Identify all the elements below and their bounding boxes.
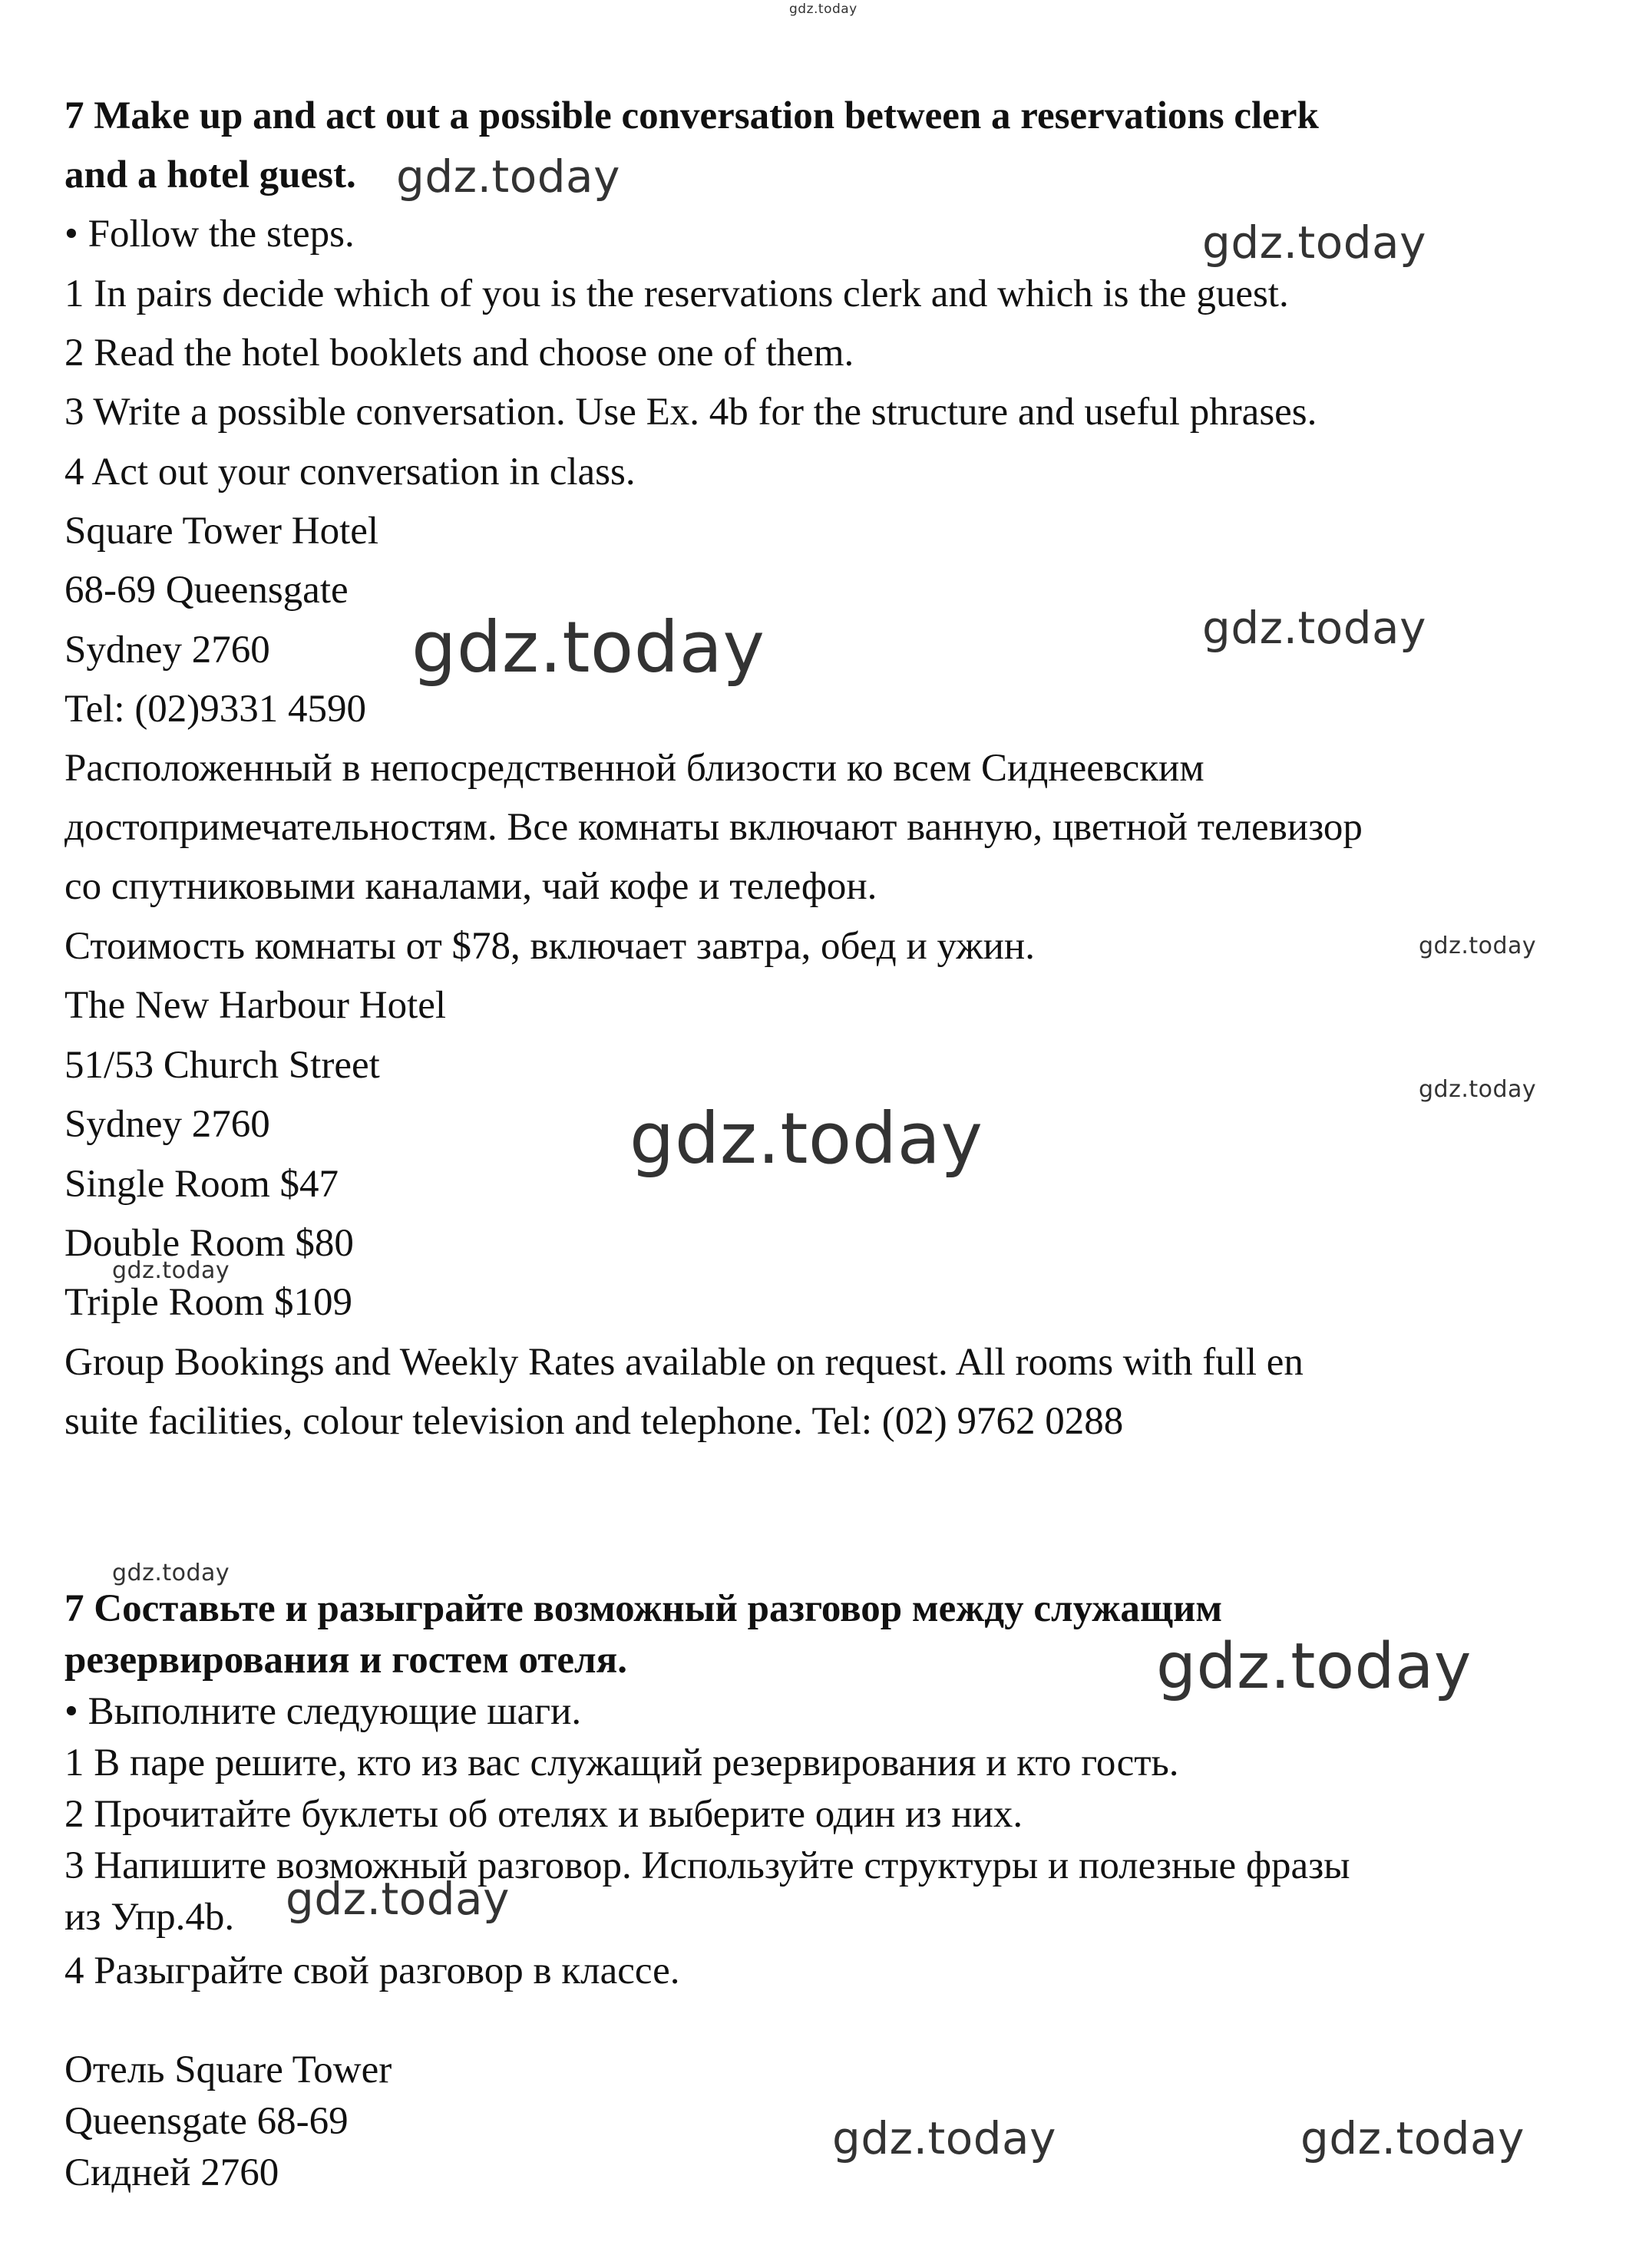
- russian-hotel1-name: Отель Square Tower: [64, 2048, 392, 2091]
- english-heading-line-1: 7 Make up and act out a possible conversation between a reservations clerk: [64, 94, 1319, 137]
- watermark: gdz.today: [411, 606, 765, 688]
- english-step-2: 2 Read the hotel booklets and choose one of them.: [64, 332, 854, 375]
- russian-step-3-cont: из Упр.4b.: [64, 1896, 235, 1939]
- watermark-top: gdz.today: [789, 2, 858, 17]
- watermark: gdz.today: [1300, 2112, 1525, 2164]
- hotel2-rate-double: Double Room $80: [64, 1222, 354, 1265]
- watermark: gdz.today: [1202, 602, 1426, 654]
- russian-heading-line-1: 7 Составьте и разыграйте возможный разговор между служащим: [64, 1587, 1223, 1630]
- english-step-3: 3 Write a possible conversation. Use Ex. 4b for the structure and useful phrases.: [64, 391, 1317, 434]
- english-step-1: 1 In pairs decide which of you is the reservations clerk and which is the guest.: [64, 272, 1289, 315]
- russian-heading-line-2: резервирования и гостем отеля.: [64, 1639, 627, 1682]
- russian-hotel1-city: Сидней 2760: [64, 2151, 279, 2194]
- hotel1-city: Sydney 2760: [64, 629, 270, 672]
- watermark: gdz.today: [1156, 1630, 1472, 1703]
- hotel2-desc-line-1: Group Bookings and Weekly Rates available on request. All rooms with full en: [64, 1341, 1304, 1384]
- russian-hotel1-address: Queensgate 68-69: [64, 2100, 349, 2143]
- english-heading-line-2: and a hotel guest.: [64, 154, 356, 196]
- hotel2-name: The New Harbour Hotel: [64, 984, 447, 1027]
- russian-step-3: 3 Напишите возможный разговор. Используйте структуры и полезные фразы: [64, 1844, 1350, 1887]
- russian-bullet: • Выполните следующие шаги.: [64, 1690, 582, 1733]
- english-step-4: 4 Act out your conversation in class.: [64, 451, 636, 494]
- watermark: gdz.today: [1419, 933, 1537, 959]
- watermark: gdz.today: [1419, 1076, 1537, 1103]
- english-bullet: • Follow the steps.: [64, 213, 355, 256]
- hotel1-desc-line-2: достопримечательностям. Все комнаты включают ванную, цветной телевизор: [64, 806, 1363, 849]
- watermark: gdz.today: [1202, 216, 1426, 269]
- hotel1-tel: Tel: (02)9331 4590: [64, 688, 367, 731]
- watermark: gdz.today: [629, 1098, 983, 1180]
- watermark: gdz.today: [286, 1873, 510, 1925]
- hotel1-address: 68-69 Queensgate: [64, 569, 349, 612]
- watermark: gdz.today: [112, 1560, 230, 1586]
- hotel2-rate-triple: Triple Room $109: [64, 1281, 353, 1324]
- hotel2-desc-line-2: suite facilities, colour television and telephone. Tel: (02) 9762 0288: [64, 1400, 1124, 1443]
- hotel1-desc-line-4: Стоимость комнаты от $78, включает завтра, обед и ужин.: [64, 925, 1035, 968]
- watermark: gdz.today: [112, 1257, 230, 1284]
- russian-step-2: 2 Прочитайте буклеты об отелях и выберите один из них.: [64, 1793, 1023, 1836]
- watermark: gdz.today: [396, 150, 620, 203]
- hotel1-name: Square Tower Hotel: [64, 510, 379, 553]
- russian-step-1: 1 В паре решите, кто из вас служащий резервирования и кто гость.: [64, 1741, 1179, 1784]
- hotel2-city: Sydney 2760: [64, 1103, 270, 1146]
- hotel2-rate-single: Single Room $47: [64, 1163, 339, 1206]
- watermark: gdz.today: [832, 2112, 1056, 2164]
- russian-step-4: 4 Разыграйте свой разговор в классе.: [64, 1949, 680, 1992]
- hotel1-desc-line-3: со спутниковыми каналами, чай кофе и телефон.: [64, 865, 877, 908]
- hotel2-address: 51/53 Church Street: [64, 1044, 380, 1087]
- hotel1-desc-line-1: Расположенный в непосредственной близости ко всем Сиднеевским: [64, 747, 1204, 790]
